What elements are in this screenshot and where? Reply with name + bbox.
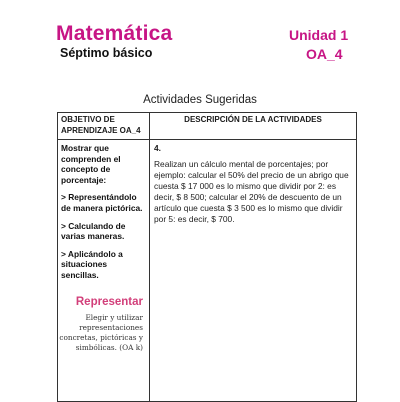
column-divider	[149, 113, 150, 401]
skill-title: Representar	[75, 296, 143, 308]
skill-description: Elegir y utilizar representaciones concretas, pictóricas y simbólicas. (OA k)	[59, 313, 143, 352]
objective-header: OBJETIVO DE APRENDIZAJE OA_4	[61, 115, 141, 135]
header-divider	[58, 139, 356, 140]
objective-cell	[61, 143, 147, 288]
description-header: DESCRIPCIÓN DE LA ACTIVIDADES	[184, 115, 322, 124]
objective-intro: Mostrar que comprenden el concepto de porcentaje:	[61, 143, 121, 185]
oa-label: OA_4	[306, 46, 343, 62]
objective-item: > Aplicándolo a situaciones sencillas.	[61, 248, 123, 280]
grade-subtitle: Séptimo básico	[60, 46, 153, 60]
activity-text: Realizan un cálculo mental de porcentajes; por ejemplo: calcular el 50% del precio de un abrigo que cuesta $ 17 000 es lo mismo que dividir por 2: es decir, $ 8 500; calcular el 20% de descuento de un artículo que cuesta $ 3 500 es lo mismo que dividir por 5: es decir, $ 700.	[154, 159, 349, 224]
activity-number: 4.	[154, 143, 161, 153]
skill-box	[58, 296, 143, 353]
objective-item: > Calculando de varias maneras.	[61, 220, 126, 242]
document-header	[0, 0, 400, 62]
description-cell	[154, 143, 354, 225]
subject-title: Matemática	[56, 22, 173, 45]
unit-label: Unidad 1	[289, 27, 349, 43]
objective-item: > Representándolo de manera pictórica.	[61, 192, 143, 213]
activities-table	[57, 112, 357, 402]
section-title: Actividades Sugeridas	[143, 94, 257, 106]
